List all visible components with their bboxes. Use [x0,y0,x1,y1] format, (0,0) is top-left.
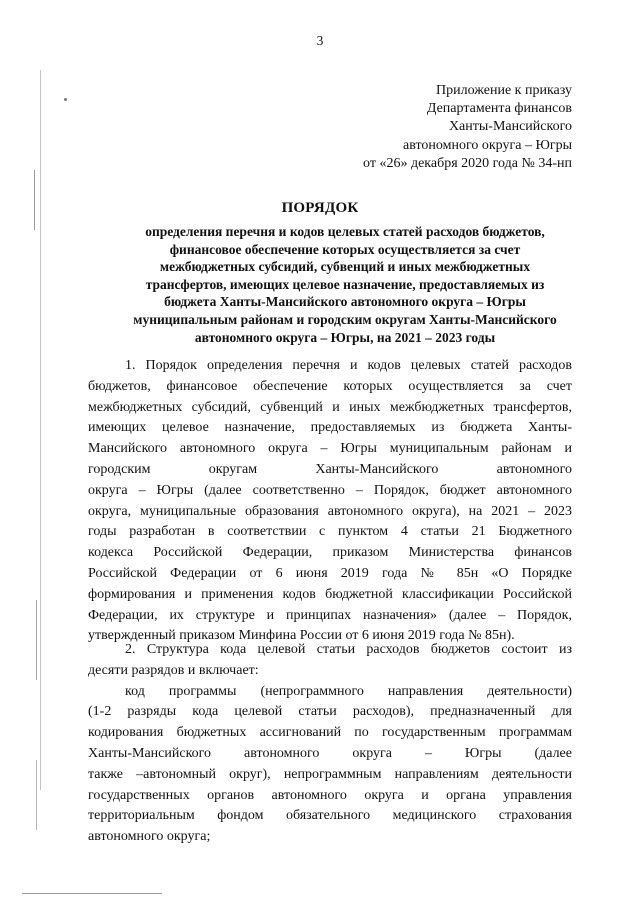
paragraph-line: межбюджетных субсидий, субвенций и иных межбюджетных трансфертов, [88,399,572,415]
paragraph-line: утвержденный приказом Минфина России от 6 июня 2019 года № 85н). [88,628,515,644]
paragraph-line: годы разработан в соответствии с пунктом 4 статьи 21 Бюджетного [88,524,572,540]
paragraph-line: государственных органов автономного округа и органа управления [88,787,572,803]
subtitle-line: трансфертов, имеющих целевое назначение, предоставляемых из [145,276,545,292]
appendix-line: Приложение к приказу [436,83,572,98]
paragraph-1 [88,356,572,647]
appendix-line: Ханты-Мансийского [448,119,572,135]
scan-dot [64,98,67,101]
page-number: 3 [316,33,324,48]
paragraph-line: территориальным фондом обязательного медицинского страхования [88,808,572,824]
paragraph-line: (1-2 разряды кода целевой статьи расходов), предназначенный для [88,704,572,720]
paragraph-line: Ханты-Мансийского автономного округа – Югры (далее [88,745,572,761]
margin-scan-mark [40,70,41,790]
paragraph-line: имеющих целевое назначение, предоставляемых из бюджета Ханты- [88,420,572,436]
subtitle-line: определения перечня и кодов целевых статей расходов бюджетов, [145,224,545,239]
subtitle-line: автономного округа – Югры, на 2021 – 2023 годы [194,329,496,345]
margin-scan-mark [36,760,37,830]
subtitle-line: межбюджетных субсидий, субвенций и иных межбюджетных [159,259,531,275]
paragraph-line: городским округам Ханты-Мансийского автономного [88,461,572,477]
paragraph-line: бюджетов, финансовое обеспечение которых осуществляется за счет [88,378,572,394]
paragraph-line: 1. Порядок определения перечня и кодов целевых статей расходов [125,358,572,373]
paragraph-line: также –автономный округ), непрограммным направлениям деятельности [88,766,572,782]
paragraph-2 [88,640,572,848]
paragraph-line: формирования и применения кодов бюджетной классификации Российской [88,586,572,602]
appendix-block [363,82,572,173]
appendix-line: автономного округа – Югры [403,137,572,153]
paragraph-line: код программы (непрограммного направления деятельности) [125,683,572,699]
document-title: ПОРЯДОК [281,200,359,216]
paragraph-line: автономного округа; [88,829,211,845]
subtitle-line: муниципальным районам и городским округам Ханты-Мансийского [133,311,557,327]
appendix-line: Департамента финансов [426,101,572,117]
paragraph-line: округа – Югры (далее соответственно – Порядок, бюджет автономного [88,482,572,498]
paragraph-line: десяти разрядов и включает: [88,662,259,678]
subtitle-line: бюджета Ханты-Мансийского автономного округа – Югры [164,294,526,310]
paragraph-line: 2. Структура кода целевой статьи расходов бюджетов состоит из [125,642,572,657]
paragraph-line: кодирования бюджетных ассигнований по государственным программам [88,725,572,741]
paragraph-line: округа, муниципальные образования автономного округа), на 2021 – 2023 [88,503,572,519]
paragraph-line: Российской Федерации от 6 июня 2019 года № 85н «О Порядке [88,565,572,581]
appendix-line: от «26» декабря 2020 года № 34-нп [363,155,572,171]
paragraph-line: Мансийского автономного округа – Югры муниципальным районам и [88,441,572,457]
bottom-scan-line [22,893,162,894]
margin-scan-mark [36,600,37,680]
subtitle-line: финансовое обеспечение которых осуществляется за счет [169,241,521,257]
paragraph-line: Федерации, их структуре и принципах назначения» (далее – Порядок, [88,607,572,623]
document-subtitle [108,223,582,346]
paragraph-line: кодекса Российской Федерации, приказом Министерства финансов [88,545,572,561]
